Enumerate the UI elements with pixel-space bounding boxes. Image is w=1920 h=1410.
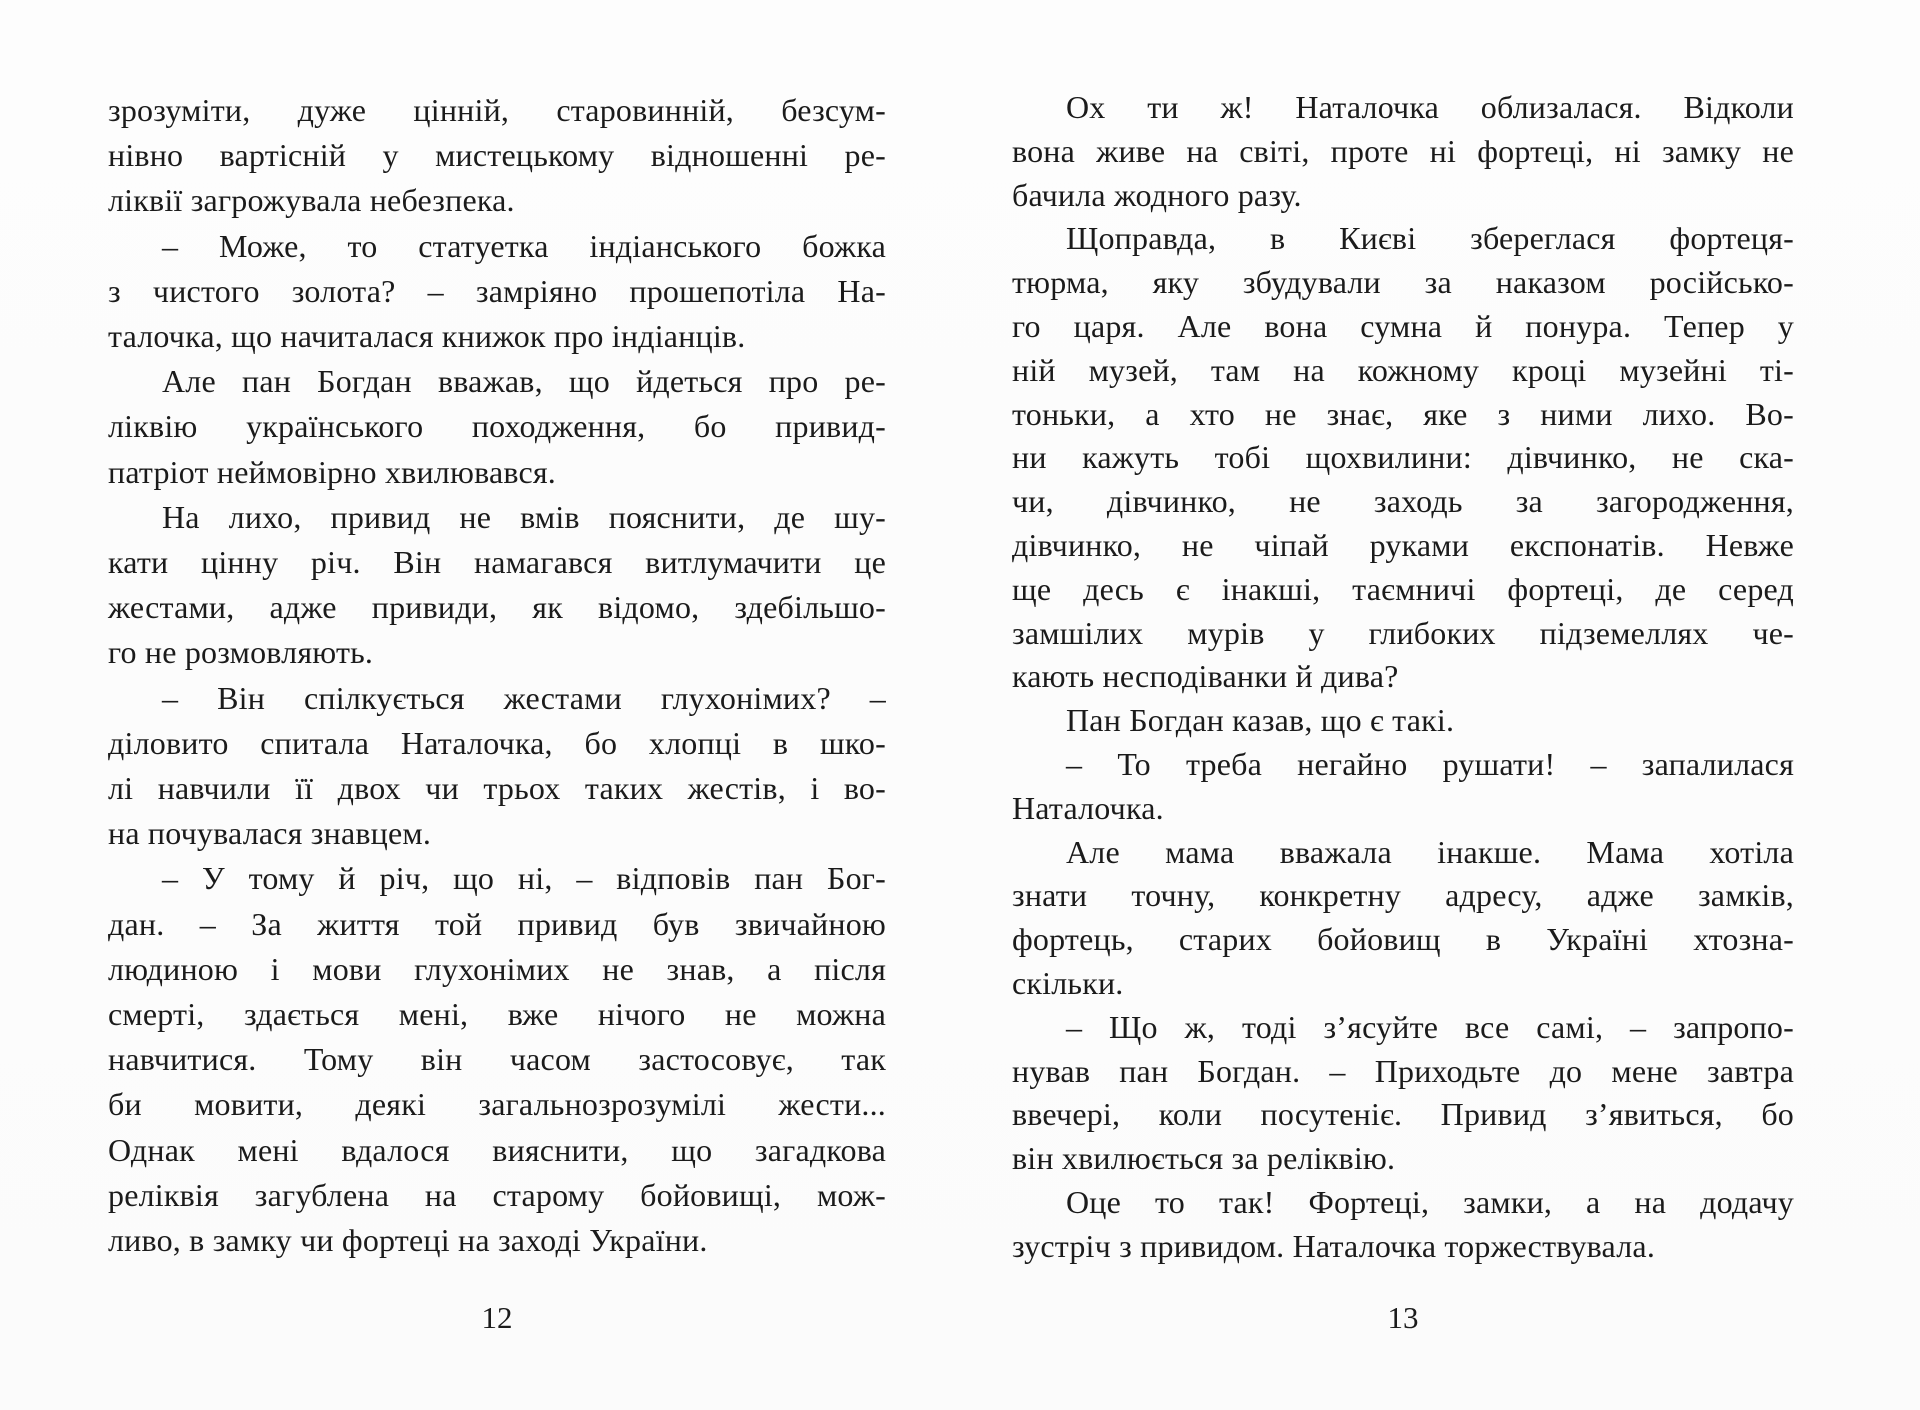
text-line: ній музей, там на кожному кроці музейні ті- [1012,351,1794,388]
text-line: кають несподіванки й дива? [1012,658,1399,695]
text-line: – Він спілкується жестами глухонімих? – [162,679,886,716]
text-line: бачила жодного разу. [1012,176,1302,213]
text-line: знати точну, конкретну адресу, адже замків, [1012,877,1794,914]
text-line: би мовити, деякі загальнозрозумілі жести... [108,1086,886,1123]
text-line: людиною і мови глухонімих не знав, а після [108,950,886,987]
text-line: ліквії загрожувала небезпека. [108,182,515,219]
text-line: смерті, здається мені, вже нічого не можна [108,996,886,1033]
text-line: навчитися. Тому він часом застосовує, так [108,1041,886,1078]
page-right-text [1012,86,1794,1269]
text-line: нівно вартісній у мистецькому відношенні ре- [108,137,886,174]
text-line: нував пан Богдан. – Приходьте до мене завтра [1012,1052,1794,1089]
text-line: лі навчили її двох чи трьох таких жестів, і во- [108,770,886,807]
text-line: він хвилюється за реліквію. [1012,1140,1396,1177]
page-right [1012,0,1794,1410]
text-line: ще десь є інакші, таємничі фортеці, де серед [1012,570,1794,607]
text-line: – Що ж, тоді з’ясуйте все самі, – запропо- [1066,1008,1794,1045]
text-line: На лихо, привид не вмів пояснити, де шу- [162,498,886,535]
text-line: Ох ти ж! Наталочка облизалася. Відколи [1066,89,1794,125]
page-right-number: 13 [1387,1300,1419,1335]
text-line: жестами, адже привиди, як відомо, здебільшо- [108,589,886,626]
text-line: ливо, в замку чи фортеці на заході України. [108,1222,708,1259]
text-line: з чистого золота? – замріяно прошепотіла На- [108,272,886,309]
text-line: – Може, то статуетка індіанського божка [162,227,886,264]
page-left-number: 12 [481,1300,513,1335]
text-line: Але мама вважала інакше. Мама хотіла [1066,833,1794,870]
text-line: ввечері, коли посутеніє. Привид з’явиться, бо [1012,1096,1794,1133]
text-line: діловито спитала Наталочка, бо хлопці в шко- [108,724,886,761]
text-line: Оце то так! Фортеці, замки, а на додачу [1066,1183,1794,1220]
text-line: зрозуміти, дуже цінній, старовинній, безсум- [108,92,886,128]
text-line: скільки. [1012,964,1124,1001]
text-line: Але пан Богдан вважав, що йдеться про ре- [162,363,886,400]
page-left-text [108,88,886,1263]
text-line: кати цінну річ. Він намагався витлумачити це [108,544,886,581]
page-left [108,0,886,1410]
text-line: тоньки, а хто не знає, яке з ними лихо. Во- [1012,395,1794,432]
text-line: дівчинко, не чіпай руками експонатів. Невже [1012,526,1794,563]
text-line: Пан Богдан казав, що є такі. [1066,702,1455,739]
text-line: – У тому й річ, що ні, – відповів пан Бог- [162,860,886,897]
text-line: реліквія загублена на старому бойовищі, мож- [108,1176,886,1213]
text-line: тюрма, яку збудували за наказом російсько- [1012,264,1794,301]
text-line: Наталочка. [1012,789,1164,826]
text-line: ліквію українського походження, бо привид- [108,408,886,445]
text-line: ни кажуть тобі щохвилини: дівчинко, не ска- [1012,439,1794,476]
text-line: го не розмовляють. [108,634,374,671]
text-line: – То треба негайно рушати! – запалилася [1066,745,1794,782]
text-line: Однак мені вдалося вияснити, що загадкова [108,1131,886,1168]
text-line: го царя. Але вона сумна й понура. Тепер у [1012,307,1794,344]
text-line: фортець, старих бойовищ в Україні хтозна- [1012,921,1794,958]
text-line: чи, дівчинко, не заходь за загородження, [1012,483,1794,520]
text-line: замшілих мурів у глибоких підземеллях че- [1012,614,1794,651]
text-line: талочка, що начиталася книжок про індіанців. [108,318,746,355]
text-line: зустріч з привидом. Наталочка торжествувала. [1012,1227,1656,1264]
text-line: дан. – За життя той привид був звичайною [108,905,886,942]
text-line: патріот неймовірно хвилювався. [108,453,556,490]
text-line: на почувалася знавцем. [108,815,432,852]
text-line: Щоправда, в Києві збереглася фортеця- [1066,220,1794,257]
text-line: вона живе на світі, проте ні фортеці, ні замку не [1012,132,1794,169]
